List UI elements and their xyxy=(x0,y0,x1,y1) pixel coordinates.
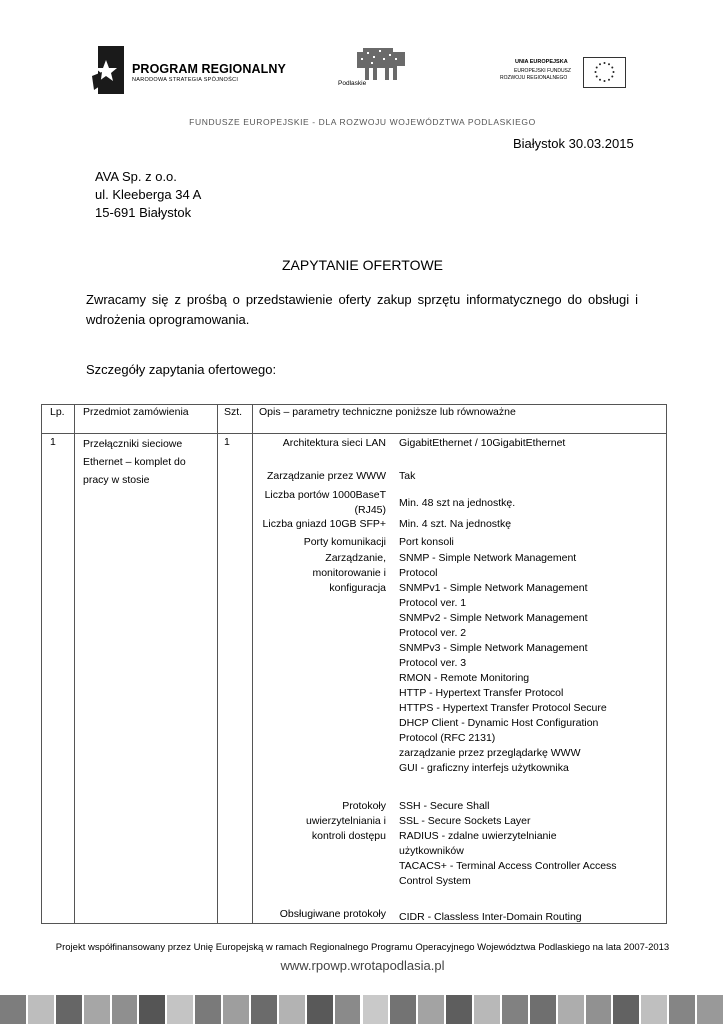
stripe-block xyxy=(167,995,193,1024)
spec-value-line: SNMPv3 - Simple Network Management xyxy=(399,642,588,654)
stripe-block xyxy=(502,995,528,1024)
eu-line2: EUROPEJSKI FUNDUSZ xyxy=(514,68,571,74)
spec-value xyxy=(399,436,565,451)
spec-label-line: Liczba portów 1000BaseT xyxy=(264,489,386,501)
star-logo-icon xyxy=(92,46,126,94)
spec-value-line: Protocol ver. 3 xyxy=(399,657,467,669)
stripe-block xyxy=(641,995,667,1024)
spec-value-line: GUI - graficzny interfejs użytkownika xyxy=(399,762,569,774)
spec-label-line: Obsługiwane protokoły xyxy=(279,908,386,920)
program-regionalny-logo xyxy=(92,46,292,96)
eu-line3: ROZWOJU REGIONALNEGO xyxy=(500,75,568,81)
spec-value xyxy=(399,551,607,776)
spec-value-line: SSL - Secure Sockets Layer xyxy=(399,815,531,827)
table-divider xyxy=(217,405,218,923)
spec-value-line: Protocol ver. 2 xyxy=(399,627,467,639)
spec-value-line: SNMP - Simple Network Management xyxy=(399,552,577,564)
spec-value xyxy=(399,469,415,484)
spec-value-line: SSH - Secure Shall xyxy=(399,800,490,812)
spec-value-line: SNMPv2 - Simple Network Management xyxy=(399,612,588,624)
stripe-block xyxy=(112,995,138,1024)
decorative-stripe xyxy=(0,995,725,1024)
stripe-block xyxy=(363,995,389,1024)
table-divider xyxy=(252,405,253,923)
row-qty: 1 xyxy=(224,436,230,448)
spec-label xyxy=(304,535,386,550)
stripe-block xyxy=(418,995,444,1024)
spec-value-line: Control System xyxy=(399,875,471,887)
spec-label-line: kontroli dostępu xyxy=(311,830,386,842)
stripe-block xyxy=(558,995,584,1024)
spec-value-line: SNMPv1 - Simple Network Management xyxy=(399,582,588,594)
stripe-block xyxy=(139,995,165,1024)
stripe-block xyxy=(279,995,305,1024)
spec-label xyxy=(265,488,386,518)
table-divider xyxy=(42,433,666,434)
recipient-address xyxy=(95,168,201,222)
spec-value-line: Min. 48 szt na jednostkę. xyxy=(399,497,516,509)
request-table xyxy=(41,404,667,924)
program-subtitle: NARODOWA STRATEGIA SPÓJNOŚCI xyxy=(132,77,239,83)
spec-label xyxy=(280,907,386,922)
spec-value xyxy=(399,517,511,532)
address-line: ul. Kleeberga 34 A xyxy=(95,187,202,202)
spec-label-line: Zarządzanie przez WWW xyxy=(266,470,386,482)
spec-value xyxy=(399,535,454,550)
stripe-block xyxy=(390,995,416,1024)
spec-label xyxy=(263,517,386,532)
intro-paragraph: Zwracamy się z prośbą o przedstawienie oferty zakup sprzętu informatycznego do obsługi i wdrożenia oprogramowania. xyxy=(86,292,638,327)
spec-label-line: monitorowanie i xyxy=(312,567,386,579)
header-lp: Lp. xyxy=(50,406,65,418)
region-label: Podlaskie xyxy=(338,80,367,87)
spec-value-line: HTTP - Hypertext Transfer Protocol xyxy=(399,687,564,699)
stripe-block xyxy=(474,995,500,1024)
cofinance-note: Projekt współfinansowany przez Unię Europejską w ramach Regionalnego Programu Operacyjnego Województwa Podlaskiego na lata 2007-2013 xyxy=(55,942,670,953)
stripe-block xyxy=(613,995,639,1024)
spec-value xyxy=(399,910,582,925)
document-title: ZAPYTANIE OFERTOWE xyxy=(281,257,444,273)
spec-label-line: konfiguracja xyxy=(329,582,386,594)
stripe-block xyxy=(530,995,556,1024)
spec-value-line: zarządzanie przez przeglądarkę WWW xyxy=(399,747,581,759)
stripe-block xyxy=(251,995,277,1024)
address-line: AVA Sp. z o.o. xyxy=(95,169,177,184)
podlaskie-logo xyxy=(335,46,415,91)
stripe-block xyxy=(446,995,472,1024)
stripe-block xyxy=(195,995,221,1024)
funds-line: FUNDUSZE EUROPEJSKIE - DLA ROZWOJU WOJEWÓDZTWA PODLASKIEGO xyxy=(189,117,536,127)
spec-value-line: Port konsoli xyxy=(399,536,454,548)
spec-value-line: GigabitEthernet / 10GigabitEthernet xyxy=(399,437,566,449)
item-line: Ethernet – komplet do xyxy=(83,456,186,468)
spec-label xyxy=(312,551,386,596)
stripe-block xyxy=(697,995,723,1024)
details-heading: Szczegóły zapytania ofertowego: xyxy=(86,362,277,377)
spec-value-line: Min. 4 szt. Na jednostkę xyxy=(399,518,512,530)
spec-value-line: HTTPS - Hypertext Transfer Protocol Secure xyxy=(399,702,607,714)
row-item xyxy=(83,435,186,489)
header-desc: Opis – parametry techniczne poniższe lub równoważne xyxy=(259,406,516,418)
website-link[interactable]: www.rpowp.wrotapodlasia.pl xyxy=(280,958,445,973)
stripe-block xyxy=(586,995,612,1024)
spec-label xyxy=(283,436,386,451)
program-title: PROGRAM REGIONALNY xyxy=(132,62,286,76)
stripe-block xyxy=(0,995,26,1024)
spec-value-line: DHCP Client - Dynamic Host Configuration xyxy=(399,717,599,729)
stripe-block xyxy=(307,995,333,1024)
row-lp: 1 xyxy=(50,436,56,448)
table-divider xyxy=(74,405,75,923)
spec-value-line: Protocol (RFC 2131) xyxy=(399,732,496,744)
spec-label-line: uwierzytelniania i xyxy=(306,815,386,827)
stripe-block xyxy=(56,995,82,1024)
stripe-block xyxy=(84,995,110,1024)
eu-flag-icon xyxy=(583,57,626,88)
eu-line1: UNIA EUROPEJSKA xyxy=(515,59,568,65)
spec-label-line: Architektura sieci LAN xyxy=(282,437,386,449)
spec-value-line: RADIUS - zdalne uwierzytelnianie xyxy=(399,830,557,842)
stripe-block xyxy=(669,995,695,1024)
spec-label-line: Porty komunikacji xyxy=(303,536,386,548)
spec-value-line: RMON - Remote Monitoring xyxy=(399,672,530,684)
spec-value-line: Protocol xyxy=(399,567,438,579)
spec-label xyxy=(267,469,386,484)
spec-label-line: Liczba gniazd 10GB SFP+ xyxy=(262,518,386,530)
spec-label-line: Zarządzanie, xyxy=(325,552,386,564)
letter-date: Białystok 30.03.2015 xyxy=(513,136,634,151)
spec-value-line: TACACS+ - Terminal Access Controller Access xyxy=(399,860,617,872)
spec-label-line: (RJ45) xyxy=(354,504,386,516)
spec-label xyxy=(306,799,386,844)
stripe-block xyxy=(223,995,249,1024)
stripe-block xyxy=(335,995,361,1024)
header-item: Przedmiot zamówienia xyxy=(83,406,189,418)
bison-icon xyxy=(353,46,409,82)
item-line: Przełączniki sieciowe xyxy=(83,438,183,450)
header-qty: Szt. xyxy=(224,406,243,418)
spec-value-line: Tak xyxy=(399,470,416,482)
address-line: 15-691 Białystok xyxy=(95,205,192,220)
spec-value-line: użytkowników xyxy=(399,845,464,857)
item-line: pracy w stosie xyxy=(83,474,150,486)
spec-value xyxy=(399,496,515,511)
spec-label-line: Protokoły xyxy=(342,800,386,812)
eu-logo xyxy=(500,57,630,91)
spec-value-line: CIDR - Classless Inter-Domain Routing xyxy=(399,911,582,923)
spec-value-line: Protocol ver. 1 xyxy=(399,597,467,609)
stripe-block xyxy=(28,995,54,1024)
spec-value xyxy=(399,799,617,889)
